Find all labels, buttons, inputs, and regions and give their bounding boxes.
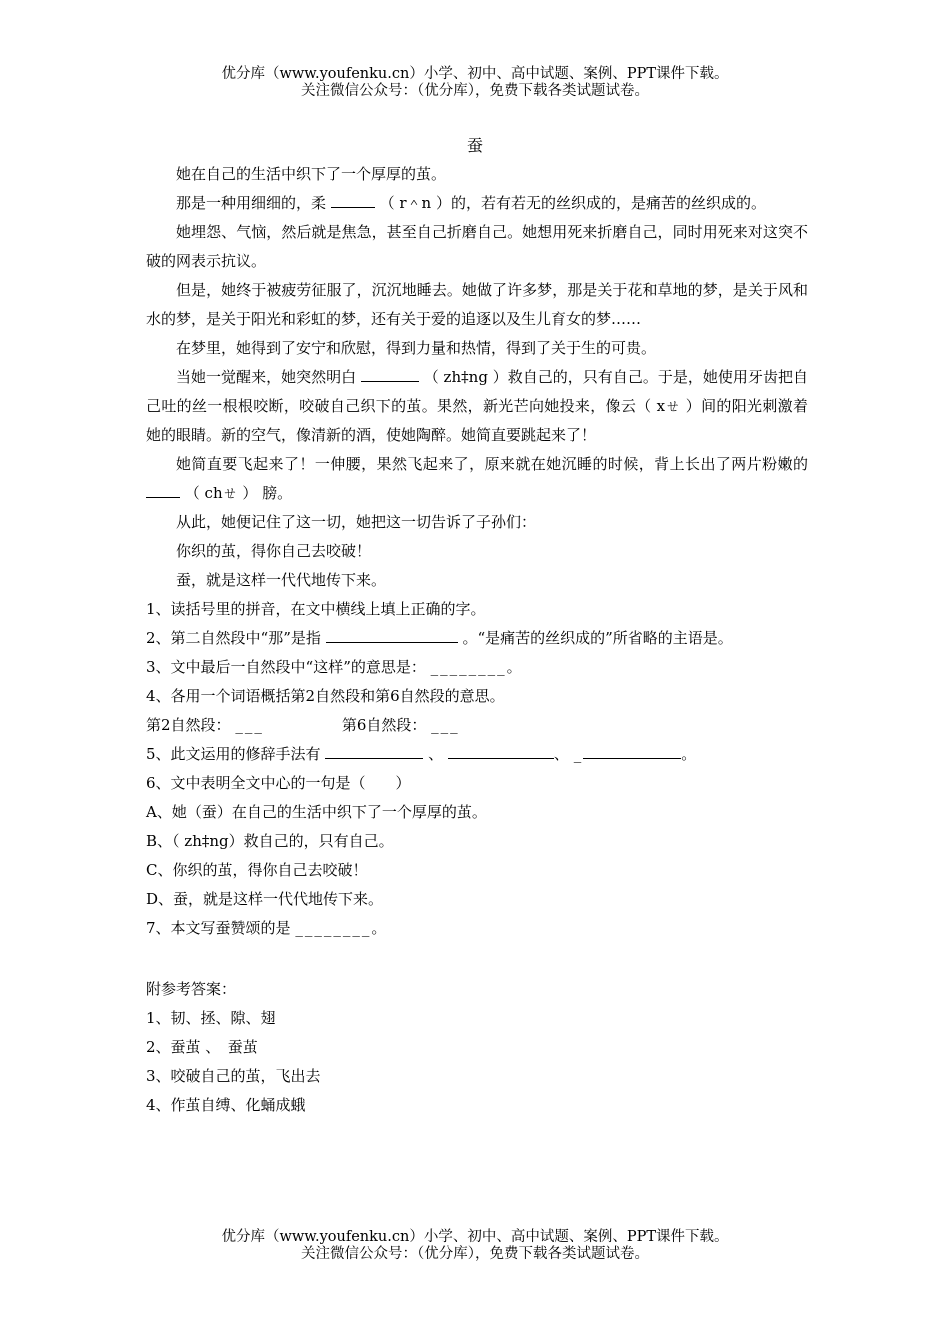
- header-line-1: 优分库（www.youfenku.cn）小学、初中、高中试题、案例、PPT课件下载。: [221, 66, 729, 82]
- answer-blank: ________: [295, 919, 372, 937]
- paragraph-7: [146, 450, 808, 508]
- answer-blank: [583, 741, 681, 759]
- question-6: 6、文中表明全文中心的一句是（ ）: [146, 774, 411, 792]
- paragraph-2-part-2: （ r＾n ）的，若有若无的丝织成的，是痛苦的丝织成的。: [379, 194, 766, 212]
- paragraph-6-part-1: 当她一觉醒来，她突然明白: [176, 368, 357, 386]
- separator: 、: [428, 745, 444, 763]
- answer-4: 4、作茧自缚、化蛹成蛾: [146, 1096, 306, 1114]
- paragraph-6: [146, 363, 808, 450]
- option-d: D、蚕，就是这样一代代地传下来。: [146, 890, 384, 908]
- paragraph-9: 你织的茧，得你自己去咬破！: [176, 542, 372, 560]
- answer-blank: [325, 741, 423, 759]
- option-b: B、（ zh‡ng）救自己的，只有自己。: [146, 832, 394, 850]
- blank-line: [146, 480, 180, 498]
- answer-blank: [448, 741, 554, 759]
- paragraph-1: 她在自己的生活中织下了一个厚厚的茧。: [176, 165, 447, 183]
- paragraph-4: 但是，她终于被疲劳征服了，沉沉地睡去。她做了许多梦，那是关于花和草地的梦，是关于风和水的梦，是关于阳光和彩虹的梦，还有关于爱的追逐以及生儿育女的梦……: [146, 281, 808, 328]
- blank-line: [331, 190, 375, 208]
- question-2-part-2: 。“是痛苦的丝织成的”所省略的主语是: [462, 629, 718, 647]
- page-title: 蚕: [466, 136, 483, 155]
- option-a: A、她（蚕）在自己的生活中织下了一个厚厚的茧。: [146, 803, 487, 821]
- answer-1: 1、韧、拯、隙、翅: [146, 1009, 276, 1027]
- answer-blank: ________: [430, 658, 507, 676]
- paragraph-2-part-1: 那是一种用细细的，柔: [176, 194, 327, 212]
- option-c: C、你织的茧，得你自己去咬破！: [146, 861, 368, 879]
- question-7-text: 7、本文写蚕赞颂的是: [146, 919, 291, 937]
- question-2: [146, 624, 808, 653]
- paragraph-3: 她埋怨、气恼，然后就是焦急，甚至自己折磨自己。她想用死来折磨自己，同时用死来对这突不破的网表示抗议。: [146, 223, 808, 270]
- answer-blank: _: [573, 745, 584, 763]
- separator: 、: [553, 745, 569, 763]
- question-4: 4、各用一个词语概括第2自然段和第6自然段的意思。: [146, 687, 505, 705]
- question-7-end: 。: [371, 919, 387, 937]
- paragraph-8: 从此，她便记住了这一切，她把这一切告诉了子孙们：: [176, 513, 537, 531]
- paragraph-5: 在梦里，她得到了安宁和欣慰，得到力量和热情，得到了关于生的可贵。: [176, 339, 657, 357]
- paragraph-7-part-1: 她简直要飞起来了！一伸腰，果然飞起来了，原来就在她沉睡的时候，背上长出了两片粉嫩的: [176, 455, 808, 473]
- paragraph-6-part-2: （ zh‡ng ）救自己的，只有自己。于是，她使用牙齿把自己吐的丝一根根咬断，咬破自己织下的茧。果然，新光芒向她投来，像云（ xㄝ ）间的阳光刺激着她的眼睛。新的空气，像清新的酒，使她陶醉。她简直要跳起来了！: [146, 368, 808, 444]
- question-3-end: 。: [506, 658, 522, 676]
- question-3: [146, 653, 808, 682]
- question-4-fields: [146, 711, 808, 740]
- footer-line-2: 关注微信公众号：（优分库），免费下载各类试题试卷。: [301, 1246, 649, 1262]
- question-2-part-3: 。: [717, 629, 733, 647]
- paragraph-7-part-2: （ chㄝ ） 膀。: [184, 484, 293, 502]
- answers-heading: 附参考答案：: [146, 980, 237, 998]
- question-3-text: 3、文中最后一自然段中“这样”的意思是：: [146, 658, 426, 676]
- document-body: [146, 160, 808, 1120]
- answer-blank: ___: [431, 716, 460, 734]
- question-4-label-b: 第6自然段：: [341, 716, 427, 734]
- question-5: [146, 740, 808, 769]
- paragraph-10: 蚕，就是这样一代代地传下来。: [176, 571, 387, 589]
- footer-line-1: 优分库（www.youfenku.cn）小学、初中、高中试题、案例、PPT课件下载。: [221, 1229, 729, 1245]
- answer-2: 2、蚕茧 、 蚕茧: [146, 1038, 258, 1056]
- question-1: 1、读括号里的拼音，在文中横线上填上正确的字。: [146, 600, 486, 618]
- blank-line: [361, 364, 419, 382]
- question-4-label-a: 第2自然段：: [146, 716, 231, 734]
- header-line-2: 关注微信公众号：（优分库），免费下载各类试题试卷。: [301, 83, 649, 99]
- paragraph-2: [146, 189, 808, 218]
- question-5-end: 。: [681, 745, 697, 763]
- answer-3: 3、咬破自己的茧，飞出去: [146, 1067, 321, 1085]
- page-header: [0, 66, 950, 100]
- answer-blank: [326, 625, 458, 643]
- answer-blank: ___: [235, 716, 264, 734]
- page-footer: [0, 1229, 950, 1263]
- question-7: [146, 914, 808, 943]
- question-2-part-1: 2、第二自然段中“那”是指: [146, 629, 321, 647]
- question-5-text: 5、此文运用的修辞手法有: [146, 745, 321, 763]
